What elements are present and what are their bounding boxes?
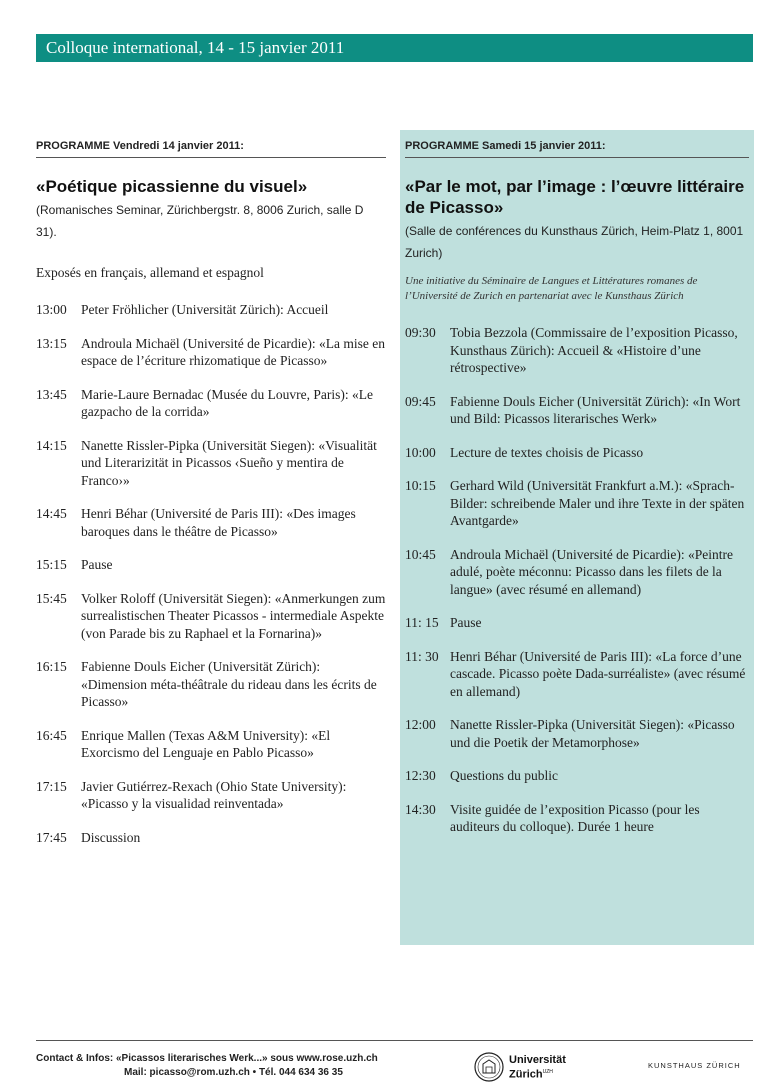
schedule-item xyxy=(405,477,749,530)
saturday-column xyxy=(405,140,749,852)
schedule-text: Pause xyxy=(81,557,113,572)
schedule-item xyxy=(405,393,749,428)
schedule-item xyxy=(36,778,386,813)
schedule-time: 10:00 xyxy=(405,444,436,460)
event-banner: Colloque international, 14 - 15 janvier 2011 xyxy=(36,34,753,62)
schedule-text: Visite guidée de l’exposition Picasso (pour les auditeurs du colloque). Durée 1 heure xyxy=(450,801,700,834)
schedule-time: 15:45 xyxy=(36,590,67,606)
footer-divider xyxy=(36,1040,753,1041)
friday-schedule xyxy=(36,301,386,846)
schedule-text: Fabienne Douls Eicher (Universität Zürich): «Dimension méta-théâtrale du rideau dans les écrits de Picasso» xyxy=(81,659,377,709)
schedule-time: 12:30 xyxy=(405,768,436,783)
saturday-initiative: Une initiative du Séminaire de Langues et Littératures romanes de l’Université de Zurich en partenariat avec le Kunsthaus Zürich xyxy=(405,275,698,302)
saturday-location: (Salle de conférences du Kunsthaus Zürich, Heim-Platz 1, 8001 Zurich) xyxy=(405,224,744,260)
schedule-item xyxy=(405,716,749,751)
schedule-item xyxy=(36,590,386,643)
schedule-text: Lecture de textes choisis de Picasso xyxy=(450,444,644,460)
footer-mail-line: Mail: picasso@rom.uzh.ch • Tél. 044 634 36 35 xyxy=(124,1067,343,1078)
schedule-time: 13:45 xyxy=(36,386,67,402)
schedule-text: Gerhard Wild (Universität Frankfurt a.M.): «Sprach-Bilder: schreibende Maler und ihre Texte in der späten Avantgarde» xyxy=(450,478,745,528)
schedule-item xyxy=(36,386,386,421)
schedule-text: Peter Fröhlicher (Universität Zürich): Accueil xyxy=(81,302,329,317)
schedule-time: 16:15 xyxy=(36,659,67,674)
schedule-text: Nanette Rissler-Pipka (Universität Siegen): «Visualität und Literarizität in Picassos ‹Sueño y mentira de Franco›» xyxy=(81,437,377,488)
friday-languages: Exposés en français, allemand et espagnol xyxy=(36,265,264,280)
schedule-time: 09:45 xyxy=(405,393,436,409)
friday-heading: PROGRAMME Vendredi 14 janvier 2011: xyxy=(36,140,386,158)
schedule-time: 09:30 xyxy=(405,325,436,340)
schedule-item xyxy=(405,801,749,836)
university-name-line2: Zürich$^{UZH}$ xyxy=(509,1068,553,1081)
schedule-text: Henri Béhar (Université de Paris III): «La force d’une cascade. Picasso poète Dada-surréaliste» (avec résumé en allemand) xyxy=(450,648,746,699)
schedule-text: Nanette Rissler-Pipka (Universität Siegen): «Picasso und die Poetik der Metamorphose» xyxy=(450,717,735,750)
schedule-time: 11: 15 xyxy=(405,615,439,630)
schedule-item xyxy=(405,546,749,599)
schedule-item xyxy=(36,556,386,574)
schedule-item xyxy=(36,335,386,370)
schedule-text: Pause xyxy=(450,615,482,630)
schedule-time: 16:45 xyxy=(36,727,67,743)
schedule-item xyxy=(405,648,749,701)
schedule-time: 14:15 xyxy=(36,437,67,453)
schedule-text: Fabienne Douls Eicher (Universität Zürich): «In Wort und Bild: Picassos literarisches Werk» xyxy=(450,393,741,426)
schedule-text: Marie-Laure Bernadac (Musée du Louvre, Paris): «Le gazpacho de la corrida» xyxy=(81,386,374,419)
schedule-text: Questions du public xyxy=(450,768,558,783)
kunsthaus-logo: KUNSTHAUS ZÜRICH xyxy=(648,1061,741,1070)
schedule-item xyxy=(36,437,386,490)
schedule-time: 11: 30 xyxy=(405,648,439,664)
university-seal-icon xyxy=(474,1052,504,1082)
schedule-time: 17:45 xyxy=(36,829,67,845)
saturday-schedule xyxy=(405,324,749,836)
friday-location: (Romanisches Seminar, Zürichbergstr. 8, 8006 Zurich, salle D 31). xyxy=(36,203,364,239)
schedule-time: 14:30 xyxy=(405,801,436,817)
schedule-text: Androula Michaël (Université de Picardie): «La mise en espace de l’écriture rhizomatique de Picasso» xyxy=(81,335,386,368)
schedule-time: 12:00 xyxy=(405,717,436,732)
schedule-time: 14:45 xyxy=(36,506,67,521)
schedule-time: 10:15 xyxy=(405,478,436,493)
friday-column xyxy=(36,140,386,862)
friday-title: «Poétique picassienne du visuel» xyxy=(36,177,308,196)
schedule-item xyxy=(405,767,749,785)
saturday-title: «Par le mot, par l’image : l’œuvre littéraire de Picasso» xyxy=(405,177,745,217)
schedule-text: Enrique Mallen (Texas A&M University): «El Exorcismo del Lenguaje en Pablo Picasso» xyxy=(81,727,331,760)
schedule-item xyxy=(405,444,749,462)
schedule-time: 10:45 xyxy=(405,546,436,562)
footer-contact xyxy=(36,1052,436,1080)
university-name-line1: Universität xyxy=(509,1053,566,1066)
schedule-item xyxy=(36,829,386,847)
schedule-item xyxy=(405,324,749,377)
schedule-time: 15:15 xyxy=(36,557,67,572)
footer-contact-line: Contact & Infos: «Picassos literarisches Werk...» sous www.rose.uzh.ch xyxy=(36,1053,378,1064)
schedule-text: Discussion xyxy=(81,829,141,845)
schedule-text: Androula Michaël (Université de Picardie): «Peintre adulé, poète méconnu: Picasso dans les filets de la langue» (avec résumé en allemand) xyxy=(450,546,734,597)
schedule-item xyxy=(36,727,386,762)
saturday-heading: PROGRAMME Samedi 15 janvier 2011: xyxy=(405,140,749,158)
university-logo xyxy=(474,1052,566,1082)
schedule-text: Volker Roloff (Universität Siegen): «Anmerkungen zum surrealistischen Theater Picassos - intermediale Aspekte (von Parade bis zu Raphael et la Fornarina)» xyxy=(81,590,386,641)
schedule-time: 17:15 xyxy=(36,778,67,794)
schedule-item xyxy=(36,658,386,711)
schedule-text: Tobia Bezzola (Commissaire de l’exposition Picasso, Kunsthaus Zürich): Accueil & «Histoire d’une rétrospective» xyxy=(450,325,738,375)
schedule-item xyxy=(36,301,386,319)
schedule-time: 13:15 xyxy=(36,335,67,351)
schedule-text: Javier Gutiérrez-Rexach (Ohio State University): «Picasso y la visualidad reinventada» xyxy=(81,778,347,811)
schedule-item xyxy=(36,505,386,540)
schedule-time: 13:00 xyxy=(36,302,67,317)
university-name xyxy=(509,1054,566,1081)
schedule-item xyxy=(405,614,749,632)
schedule-text: Henri Béhar (Université de Paris III): «Des images baroques dans le théâtre de Picasso» xyxy=(81,506,356,539)
